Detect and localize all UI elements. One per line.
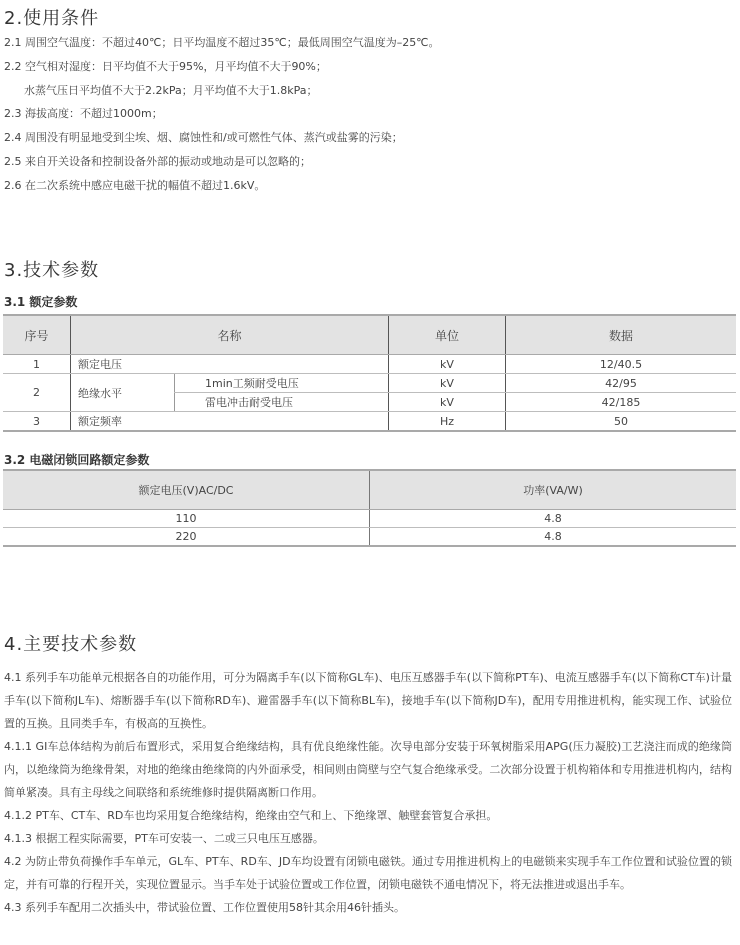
cell-voltage: 110 [3, 510, 370, 528]
header-power: 功率(VA/W) [370, 470, 737, 510]
cell-unit: kV [389, 393, 506, 412]
cell-power: 4.8 [370, 510, 737, 528]
cell-value: 12/40.5 [506, 355, 737, 374]
cell-unit: Hz [389, 412, 506, 432]
condition-item: 水蒸气压日平均值不大于2.2kPa；月平均值不大于1.8kPa； [24, 84, 318, 97]
header-unit: 单位 [389, 315, 506, 355]
cell-name: 额定电压 [71, 355, 389, 374]
table-row [3, 510, 736, 528]
cell-value: 42/185 [506, 393, 737, 412]
section-3-title: 3.技术参数 [4, 260, 100, 281]
paragraph: 4.1.3 根据工程实际需要，PT车可安装一、二或三只电压互感器。 [4, 832, 324, 845]
condition-item: 2.2 空气相对湿度：日平均值不大于95%，月平均值不大于90%； [4, 60, 327, 73]
cell-unit: kV [389, 374, 506, 393]
section-4-title: 4.主要技术参数 [4, 634, 138, 655]
cell-sub-name: 1min工频耐受电压 [175, 374, 389, 393]
table-1-title: 3.1 额定参数 [4, 295, 78, 309]
table-row [3, 528, 736, 547]
cell-no: 1 [3, 355, 71, 374]
header-name: 名称 [71, 315, 389, 355]
paragraph: 4.1.2 PT车、CT车、RD车也均采用复合绝缘结构，绝缘由空气和上、下绝缘罩、触壁套管复合承担。 [4, 809, 498, 822]
condition-item: 2.5 来自开关设备和控制设备外部的振动或地动是可以忽略的； [4, 155, 311, 168]
table-row [3, 412, 736, 432]
cell-name: 绝缘水平 [71, 374, 175, 412]
cell-sub-name: 雷电冲击耐受电压 [175, 393, 389, 412]
table-2-title: 3.2 电磁闭锁回路额定参数 [4, 453, 150, 467]
paragraph: 4.3 系列手车配用二次插头中，带试验位置、工作位置使用58针其余用46针插头。 [4, 901, 405, 914]
cell-no: 3 [3, 412, 71, 432]
table-header-row [3, 315, 736, 355]
table-header-row [3, 470, 736, 510]
header-no: 序号 [3, 315, 71, 355]
paragraph: 4.1.1 GI车总体结构为前后布置形式，采用复合绝缘结构，具有优良绝缘性能。次导电部分安装于环氧树脂采用APG(压力凝胶)工艺浇注而成的绝缘筒内，以绝缘筒为绝缘骨架，对地的绝缘由绝缘筒的内外面承受，相间则由筒壁与空气复合绝缘承受。二次部分设置于机构箱体和专用推进机构内，结构简单紧凑。具有主母线之间联络和系统维修时提供隔离断口作用。 [4, 740, 732, 799]
table-row [3, 355, 736, 374]
cell-value: 42/95 [506, 374, 737, 393]
cell-name: 额定频率 [71, 412, 389, 432]
paragraph: 4.1 系列手车功能单元根据各自的功能作用，可分为隔离手车(以下简称GL车)、电压互感器手车(以下简称PT车)、电流互感器手车(以下简称CT车)计量手车(以下简称JL车)、熔断器手车(以下简称RD车)、避雷器手车(以下简称BL车)，接地手车(以下简称JD车)，配用专用推进机构，能实现工作、试验位置的互换。且同类手车，有极高的互换性。 [4, 671, 732, 730]
condition-item: 2.4 周围没有明显地受到尘埃、烟、腐蚀性和/或可燃性气体、蒸汽或盐雾的污染； [4, 131, 403, 144]
section-2-title: 2.使用条件 [4, 8, 100, 29]
cell-voltage: 220 [3, 528, 370, 547]
cell-no: 2 [3, 374, 71, 412]
header-voltage: 额定电压(V)AC/DC [3, 470, 370, 510]
section-4-body [4, 666, 732, 919]
cell-unit: kV [389, 355, 506, 374]
rated-parameters-table [3, 314, 736, 432]
condition-item: 2.6 在二次系统中感应电磁干扰的幅值不超过1.6kV。 [4, 179, 266, 192]
cell-power: 4.8 [370, 528, 737, 547]
condition-item: 2.1 周围空气温度：不超过40℃；日平均温度不超过35℃；最低周围空气温度为–25℃。 [4, 36, 440, 49]
condition-item: 2.3 海拔高度：不超过1000m； [4, 107, 163, 120]
cell-value: 50 [506, 412, 737, 432]
header-value: 数据 [506, 315, 737, 355]
electromagnetic-lock-table [3, 469, 736, 547]
table-row [3, 374, 736, 393]
paragraph: 4.2 为防止带负荷操作手车单元，GL车、PT车、RD车、JD车均设置有闭锁电磁铁。通过专用推进机构上的电磁锁来实现手车工作位置和试验位置的锁定，并有可靠的行程开关，实现位置显示。当手车处于试验位置或工作位置，闭锁电磁铁不通电情况下，将无法推进或退出手车。 [4, 855, 732, 891]
